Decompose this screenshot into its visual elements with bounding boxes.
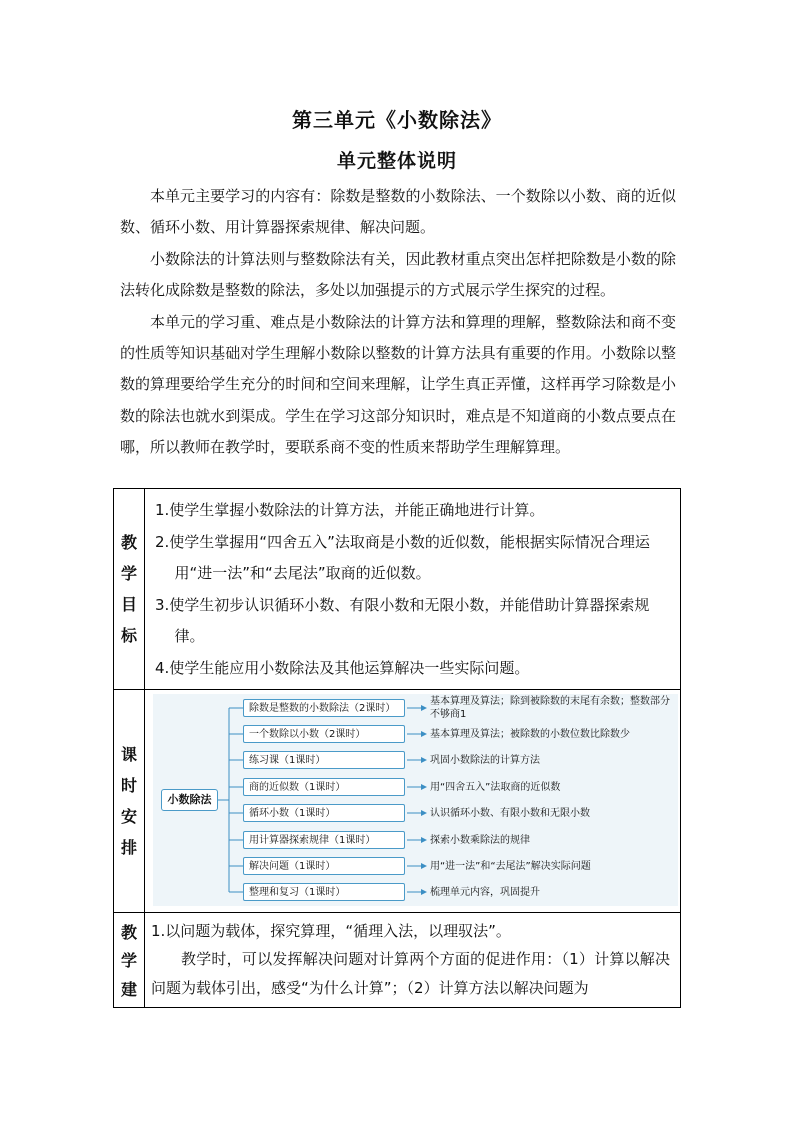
page-title: 第三单元《小数除法》 [292, 108, 502, 132]
lesson-note: 用“进一法”和“去尾法”解决实际问题 [430, 860, 591, 872]
schedule-heading-char: 课 [120, 744, 137, 764]
mind-map-connectors [153, 694, 678, 906]
lesson-node: 商的近似数（1课时） [243, 778, 405, 796]
suggestion-paragraph: 教学时，可以发挥解决问题对计算两个方面的促进作用：（1）计算以解决问题为载体引出，感受“为什么计算”；（2）计算方法以解决问题为 [151, 950, 670, 997]
lesson-note: 用“四舍五入”法取商的近似数 [430, 781, 561, 793]
lesson-note: 认识循环小数、有限小数和无限小数 [430, 807, 590, 819]
lesson-note: 基本算理及算法；被除数的小数位数比除数少 [430, 728, 630, 740]
lesson-node: 用计算器探索规律（1课时） [243, 831, 405, 849]
goals-heading [114, 489, 145, 690]
goals-heading-char: 学 [120, 563, 137, 583]
suggestions-content [145, 912, 681, 1007]
mind-map-root: 小数除法 [161, 789, 218, 811]
intro-paragraph: 小数除法的计算法则与整数除法有关，因此教材重点突出怎样把除数是小数的除法转化成除数是整数的除法，多处以加强提示的方式展示学生探究的过程。 [120, 249, 676, 300]
goal-item: 1.使学生掌握小数除法的计算方法，并能正确地进行计算。 [155, 501, 545, 519]
suggestion-point: 1.以问题为载体，探究算理，“循理入法，以理驭法”。 [151, 921, 511, 940]
lesson-node: 练习课（1课时） [243, 751, 405, 769]
lesson-note: 基本算理及算法；除到被除数的末尾有余数；整数部分不够商1 [430, 695, 670, 720]
schedule-content [145, 689, 681, 912]
goal-item: 3.使学生初步认识循环小数、有限小数和无限小数，并能借助计算器探索规律。 [155, 595, 650, 646]
lesson-node: 循环小数（1课时） [243, 804, 405, 822]
lesson-node: 整理和复习（1课时） [243, 883, 405, 901]
goals-heading-char: 教 [120, 532, 137, 552]
suggestions-heading-char: 教 [120, 922, 137, 942]
suggestions-heading-char: 建 [120, 979, 137, 999]
goal-item: 2.使学生掌握用“四舍五入”法取商是小数的近似数，能根据实际情况合理运用“进一法”和“去尾法”取商的近似数。 [155, 532, 650, 583]
goals-heading-char: 目 [120, 594, 137, 614]
goal-item: 4.使学生能应用小数除法及其他运算解决一些实际问题。 [155, 658, 530, 677]
lesson-node: 一个数除以小数（2课时） [243, 725, 405, 743]
lesson-note: 巩固小数除法的计算方法 [430, 754, 540, 766]
intro-paragraph: 本单元的学习重、难点是小数除法的计算方法和算理的理解，整数除法和商不变的性质等知识基础对学生理解小数除以整数的计算方法具有重要的作用。小数除以整数的算理要给学生充分的时间和空间来理解，让学生真正弄懂，这样再学习除数是小数的除法也就水到渠成。学生在学习这部分知识时，难点是不知道商的小数点要点在哪，所以教师在教学时，要联系商不变的性质来帮助学生理解算理。 [120, 312, 676, 457]
goals-content [145, 489, 681, 690]
schedule-heading-char: 排 [120, 837, 137, 857]
intro-section [120, 181, 676, 464]
suggestions-heading-char: 学 [120, 951, 137, 971]
suggestions-heading [114, 912, 145, 1007]
goals-heading-char: 标 [120, 625, 137, 645]
mind-map [153, 694, 678, 906]
lesson-note: 梳理单元内容，巩固提升 [430, 886, 540, 898]
lesson-node: 解决问题（1课时） [243, 857, 405, 875]
schedule-heading-char: 时 [120, 775, 137, 795]
lesson-note: 探索小数乘除法的规律 [430, 834, 530, 846]
page-subtitle: 单元整体说明 [336, 150, 457, 172]
unit-table [113, 488, 681, 1008]
schedule-heading-char: 安 [120, 806, 137, 826]
lesson-node: 除数是整数的小数除法（2课时） [243, 699, 405, 717]
schedule-heading [114, 689, 145, 912]
intro-paragraph: 本单元主要学习的内容有：除数是整数的小数除法、一个数除以小数、商的近似数、循环小数、用计算器探索规律、解决问题。 [120, 187, 676, 237]
